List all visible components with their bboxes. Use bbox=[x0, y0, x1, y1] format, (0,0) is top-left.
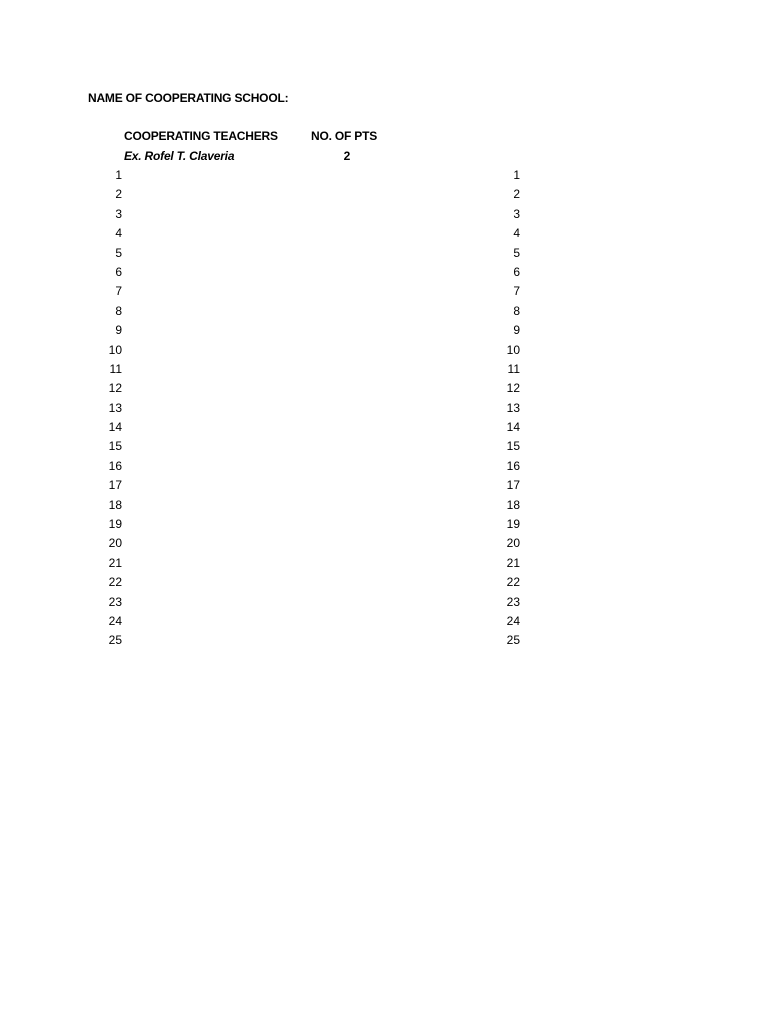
row-number-left: 21 bbox=[108, 555, 122, 570]
row-number-left: 2 bbox=[115, 187, 122, 202]
table-row bbox=[0, 187, 768, 206]
table-row bbox=[0, 343, 768, 362]
row-number-right: 7 bbox=[513, 284, 520, 299]
table-row bbox=[0, 246, 768, 265]
row-number-right: 18 bbox=[506, 497, 520, 512]
row-number-right: 1 bbox=[513, 168, 520, 182]
row-number-left: 7 bbox=[115, 284, 122, 299]
row-number-right: 3 bbox=[513, 206, 520, 221]
example-points-value: 2 bbox=[343, 149, 351, 163]
row-number-right: 22 bbox=[506, 575, 520, 590]
row-number-right: 16 bbox=[506, 458, 520, 473]
row-number-left: 10 bbox=[108, 342, 122, 357]
numbered-rows-list bbox=[0, 168, 768, 653]
table-row bbox=[0, 207, 768, 226]
row-number-right: 15 bbox=[506, 439, 520, 454]
table-row bbox=[0, 420, 768, 439]
table-row bbox=[0, 517, 768, 536]
row-number-right: 11 bbox=[507, 361, 520, 376]
table-row bbox=[0, 575, 768, 594]
table-row bbox=[0, 614, 768, 633]
row-number-right: 2 bbox=[513, 187, 520, 202]
school-name-label: NAME OF COOPERATING SCHOOL: bbox=[88, 91, 289, 105]
row-number-left: 15 bbox=[108, 439, 122, 454]
row-number-right: 20 bbox=[506, 536, 520, 551]
row-number-right: 6 bbox=[513, 264, 520, 279]
table-row bbox=[0, 304, 768, 323]
row-number-right: 8 bbox=[513, 303, 520, 318]
row-number-right: 17 bbox=[506, 478, 520, 493]
row-number-left: 12 bbox=[108, 381, 122, 396]
row-number-left: 1 bbox=[115, 168, 122, 182]
table-row bbox=[0, 595, 768, 614]
row-number-right: 9 bbox=[513, 323, 520, 338]
table-row bbox=[0, 284, 768, 303]
row-number-left: 20 bbox=[108, 536, 122, 551]
row-number-right: 24 bbox=[506, 613, 520, 628]
table-row bbox=[0, 226, 768, 245]
table-row bbox=[0, 633, 768, 652]
row-number-right: 10 bbox=[506, 342, 520, 357]
row-number-right: 23 bbox=[506, 594, 520, 609]
row-number-left: 22 bbox=[108, 575, 122, 590]
table-row bbox=[0, 536, 768, 555]
row-number-left: 11 bbox=[109, 361, 122, 376]
table-row bbox=[0, 439, 768, 458]
row-number-right: 4 bbox=[513, 226, 520, 241]
row-number-left: 3 bbox=[115, 206, 122, 221]
row-number-left: 8 bbox=[115, 303, 122, 318]
row-number-right: 14 bbox=[506, 420, 520, 435]
row-number-left: 16 bbox=[108, 458, 122, 473]
table-row bbox=[0, 556, 768, 575]
row-number-left: 19 bbox=[108, 517, 122, 532]
row-number-left: 18 bbox=[108, 497, 122, 512]
row-number-left: 14 bbox=[108, 420, 122, 435]
row-number-right: 25 bbox=[506, 633, 520, 648]
table-row bbox=[0, 459, 768, 478]
table-row bbox=[0, 478, 768, 497]
table-row bbox=[0, 362, 768, 381]
table-row bbox=[0, 323, 768, 342]
row-number-right: 19 bbox=[506, 517, 520, 532]
row-number-left: 13 bbox=[108, 400, 122, 415]
table-row bbox=[0, 498, 768, 517]
row-number-right: 5 bbox=[513, 245, 520, 260]
table-row bbox=[0, 168, 768, 187]
row-number-left: 5 bbox=[115, 245, 122, 260]
row-number-right: 21 bbox=[506, 555, 520, 570]
table-row bbox=[0, 381, 768, 400]
table-row bbox=[0, 401, 768, 420]
example-teacher-name: Ex. Rofel T. Claveria bbox=[124, 149, 235, 163]
row-number-right: 12 bbox=[506, 381, 520, 396]
row-number-left: 25 bbox=[108, 633, 122, 648]
row-number-left: 9 bbox=[115, 323, 122, 338]
number-of-points-header: NO. OF PTS bbox=[311, 129, 378, 143]
row-number-left: 17 bbox=[108, 478, 122, 493]
row-number-right: 13 bbox=[506, 400, 520, 415]
row-number-left: 24 bbox=[108, 613, 122, 628]
row-number-left: 4 bbox=[115, 226, 122, 241]
row-number-left: 6 bbox=[115, 264, 122, 279]
table-row bbox=[0, 265, 768, 284]
row-number-left: 23 bbox=[108, 594, 122, 609]
cooperating-teachers-header: COOPERATING TEACHERS bbox=[124, 129, 278, 143]
